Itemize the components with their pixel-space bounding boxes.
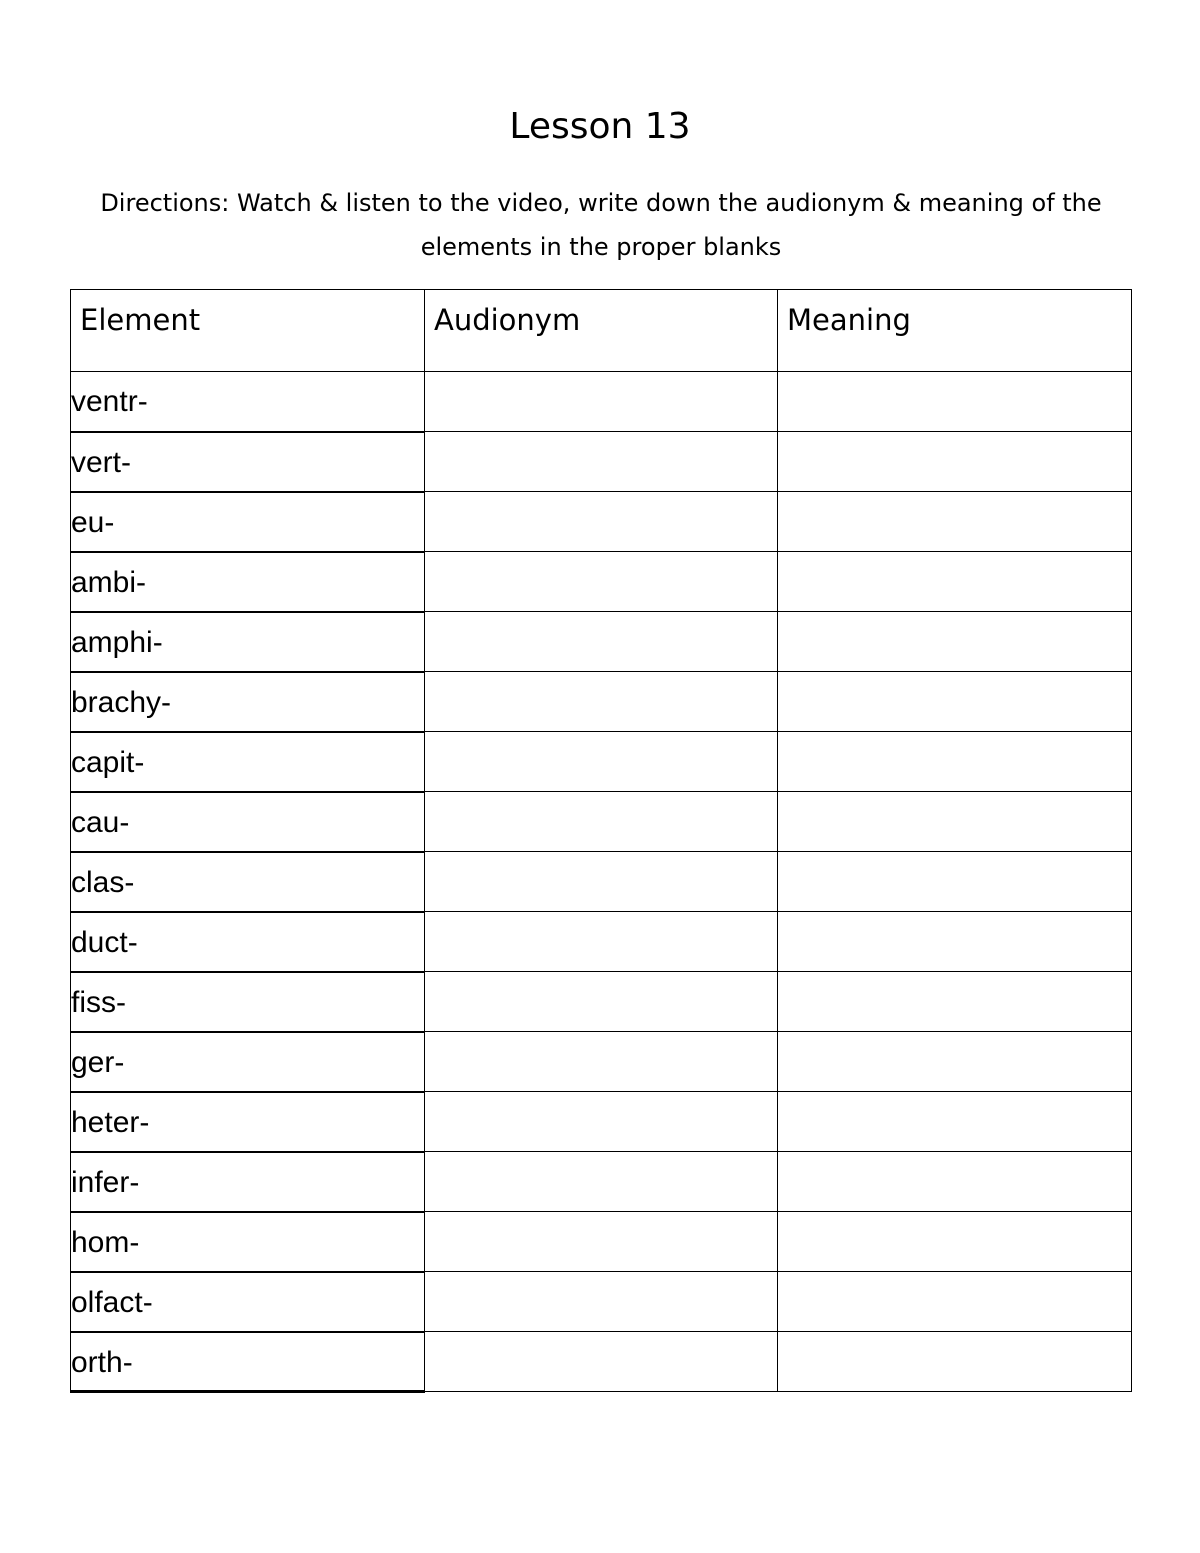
header-audionym: Audionym xyxy=(425,290,778,372)
element-cell: capit- xyxy=(71,732,425,792)
audionym-blank[interactable] xyxy=(425,1272,778,1332)
table-row xyxy=(71,792,1132,852)
audionym-blank[interactable] xyxy=(425,852,778,912)
meaning-blank[interactable] xyxy=(778,492,1132,552)
table-row xyxy=(71,1332,1132,1392)
worksheet-table xyxy=(70,289,1132,1393)
meaning-blank[interactable] xyxy=(778,792,1132,852)
meaning-blank[interactable] xyxy=(778,852,1132,912)
meaning-blank[interactable] xyxy=(778,912,1132,972)
meaning-blank[interactable] xyxy=(778,732,1132,792)
element-cell: ambi- xyxy=(71,552,425,612)
audionym-blank[interactable] xyxy=(425,732,778,792)
audionym-blank[interactable] xyxy=(425,492,778,552)
meaning-blank[interactable] xyxy=(778,612,1132,672)
meaning-blank[interactable] xyxy=(778,552,1132,612)
table-row xyxy=(71,1152,1132,1212)
meaning-blank[interactable] xyxy=(778,432,1132,492)
meaning-blank[interactable] xyxy=(778,1332,1132,1392)
table-row xyxy=(71,732,1132,792)
meaning-blank[interactable] xyxy=(778,372,1132,432)
audionym-blank[interactable] xyxy=(425,672,778,732)
element-cell: clas- xyxy=(71,852,425,912)
audionym-blank[interactable] xyxy=(425,1212,778,1272)
header-element: Element xyxy=(71,290,425,372)
table-row xyxy=(71,552,1132,612)
element-cell: cau- xyxy=(71,792,425,852)
meaning-blank[interactable] xyxy=(778,1212,1132,1272)
table-row xyxy=(71,1272,1132,1332)
meaning-blank[interactable] xyxy=(778,1092,1132,1152)
page-title: Lesson 13 xyxy=(509,106,691,147)
table-row xyxy=(71,672,1132,732)
meaning-blank[interactable] xyxy=(778,1272,1132,1332)
audionym-blank[interactable] xyxy=(425,432,778,492)
element-cell: brachy- xyxy=(71,672,425,732)
table-row xyxy=(71,432,1132,492)
element-cell: duct- xyxy=(71,912,425,972)
meaning-blank[interactable] xyxy=(778,672,1132,732)
meaning-blank[interactable] xyxy=(778,1152,1132,1212)
table-row xyxy=(71,852,1132,912)
audionym-blank[interactable] xyxy=(425,1332,778,1392)
table-row xyxy=(71,612,1132,672)
table-row xyxy=(71,1212,1132,1272)
audionym-blank[interactable] xyxy=(425,1032,778,1092)
table-row xyxy=(71,972,1132,1032)
element-cell: eu- xyxy=(71,492,425,552)
element-cell: hom- xyxy=(71,1212,425,1272)
audionym-blank[interactable] xyxy=(425,612,778,672)
table-row xyxy=(71,492,1132,552)
meaning-blank[interactable] xyxy=(778,972,1132,1032)
element-cell: fiss- xyxy=(71,972,425,1032)
element-cell: ger- xyxy=(71,1032,425,1092)
audionym-blank[interactable] xyxy=(425,972,778,1032)
element-cell: heter- xyxy=(71,1092,425,1152)
audionym-blank[interactable] xyxy=(425,912,778,972)
audionym-blank[interactable] xyxy=(425,372,778,432)
element-cell: olfact- xyxy=(71,1272,425,1332)
directions-text: Directions: Watch & listen to the video, write down the audionym & meaning of the elements in the proper blanks xyxy=(100,189,1102,261)
audionym-blank[interactable] xyxy=(425,1152,778,1212)
element-cell: infer- xyxy=(71,1152,425,1212)
table-row xyxy=(71,1032,1132,1092)
element-cell: vert- xyxy=(71,432,425,492)
table-body xyxy=(71,372,1132,1392)
audionym-blank[interactable] xyxy=(425,552,778,612)
table-row xyxy=(71,912,1132,972)
table-row xyxy=(71,372,1132,432)
table-header-row xyxy=(71,290,1132,372)
element-cell: amphi- xyxy=(71,612,425,672)
header-meaning: Meaning xyxy=(778,290,1132,372)
audionym-blank[interactable] xyxy=(425,792,778,852)
audionym-blank[interactable] xyxy=(425,1092,778,1152)
meaning-blank[interactable] xyxy=(778,1032,1132,1092)
table-row xyxy=(71,1092,1132,1152)
element-cell: ventr- xyxy=(71,372,425,432)
element-cell: orth- xyxy=(71,1332,425,1392)
